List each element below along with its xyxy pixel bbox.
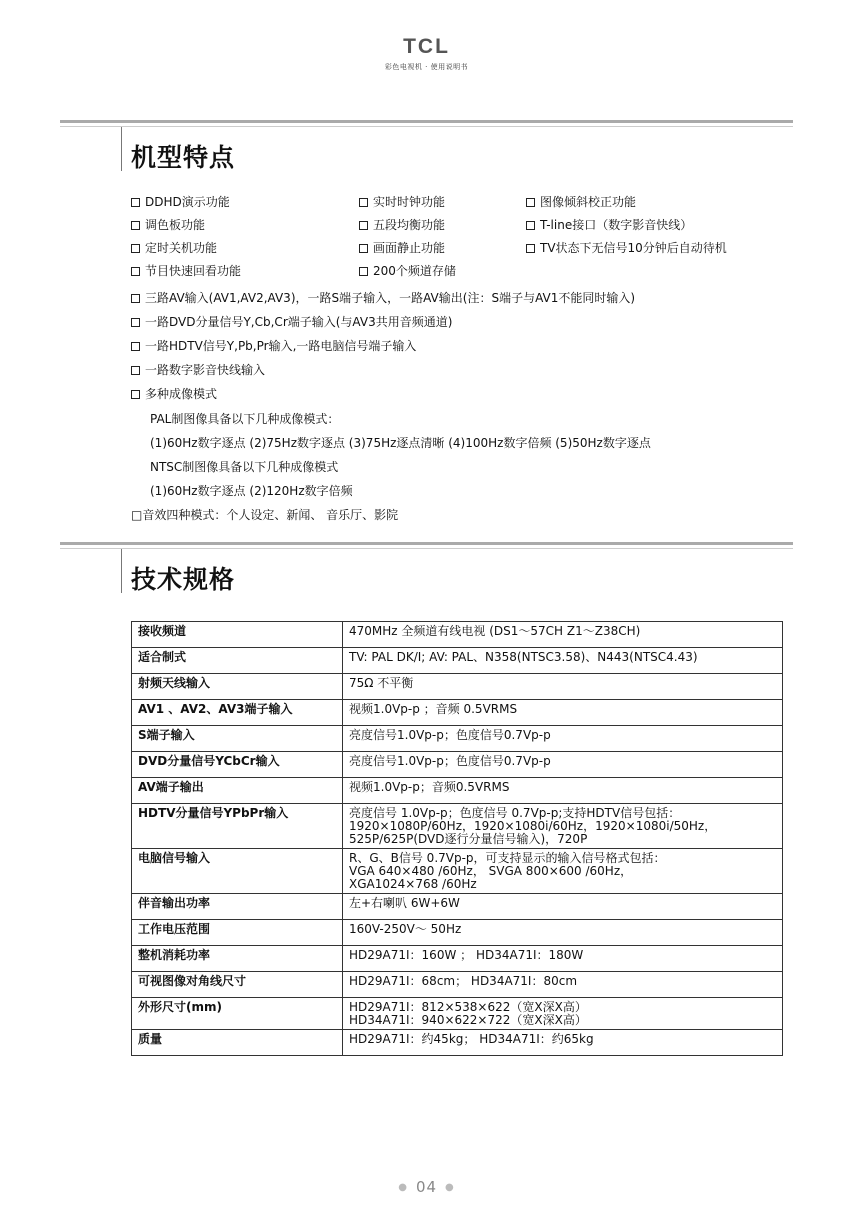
spec-value-line: TV: PAL DK/I; AV: PAL、N358(NTSC3.58)、N443(NTSC4.43) (349, 650, 698, 664)
spec-label: 工作电压范围 (132, 920, 343, 946)
table-row (132, 998, 783, 1030)
feature-item: 实时时钟功能 (359, 194, 445, 210)
spec-value (343, 752, 783, 778)
feature-item: T-line接口（数字影音快线） (526, 217, 692, 233)
spec-value (343, 972, 783, 998)
spec-value-line: 75Ω 不平衡 (349, 676, 414, 690)
spec-value (343, 920, 783, 946)
spec-value-line: 视频1.0Vp-p；音频0.5VRMS (349, 780, 510, 794)
spec-label: 整机消耗功率 (132, 946, 343, 972)
checkbox-icon (131, 294, 140, 303)
bullet-icon: ● (398, 1182, 408, 1193)
spec-value (343, 946, 783, 972)
features-title: 机型特点 (131, 143, 236, 172)
table-row (132, 804, 783, 849)
spec-value-line: 1920×1080P/60Hz，1920×1080i/60Hz，1920×1080i/50Hz， (349, 819, 717, 833)
spec-label: 电脑信号输入 (132, 849, 343, 894)
spec-label: AV1 、AV2、AV3端子输入 (132, 700, 343, 726)
spec-value (343, 849, 783, 894)
checkbox-icon (359, 198, 368, 207)
spec-value-line: 亮度信号1.0Vp-p；色度信号0.7Vp-p (349, 754, 551, 768)
table-row (132, 674, 783, 700)
spec-value (343, 778, 783, 804)
page-number: ● 04 ● (398, 1178, 455, 1196)
feature-item: 图像倾斜校正功能 (526, 194, 636, 210)
page-header (0, 36, 853, 72)
spec-label: 射频天线输入 (132, 674, 343, 700)
table-row (132, 920, 783, 946)
feature-item: DDHD演示功能 (131, 194, 230, 210)
spec-value-line: 视频1.0Vp-p ；音频 0.5VRMS (349, 702, 518, 716)
spec-value (343, 894, 783, 920)
spec-label: 外形尺寸(mm) (132, 998, 343, 1030)
table-row (132, 972, 783, 998)
spec-label: 可视图像对角线尺寸 (132, 972, 343, 998)
spec-value-line: HD29A71I：812×538×622（宽X深X高） (349, 1000, 587, 1014)
feature-item: 五段均衡功能 (359, 217, 445, 233)
pal-intro: PAL制图像具备以下几种成像模式： (150, 412, 340, 426)
checkbox-icon (526, 221, 535, 230)
spec-label: HDTV分量信号YPbPr输入 (132, 804, 343, 849)
table-row (132, 648, 783, 674)
ntsc-intro: NTSC制图像具备以下几种成像模式 (150, 460, 339, 474)
checkbox-icon (526, 244, 535, 253)
table-row (132, 778, 783, 804)
spec-value-line: VGA 640×480 /60Hz， SVGA 800×600 /60Hz， (349, 864, 633, 878)
spec-value-line: 470MHz 全频道有线电视 (DS1～57CH Z1～Z38CH) (349, 624, 641, 638)
checkbox-icon (131, 366, 140, 375)
table-row (132, 622, 783, 648)
manual-subtitle: 彩色电视机 · 使用说明书 (384, 63, 469, 71)
feature-line: 一路DVD分量信号Y,Cb,Cr端子输入(与AV3共用音频通道) (131, 314, 452, 330)
bullet-icon: ● (445, 1182, 455, 1193)
checkbox-icon (131, 221, 140, 230)
spec-value (343, 622, 783, 648)
spec-label: 适合制式 (132, 648, 343, 674)
spec-value-line: 亮度信号 1.0Vp-p；色度信号 0.7Vp-p;支持HDTV信号包括： (349, 806, 681, 820)
spec-value (343, 1030, 783, 1056)
feature-line: 一路数字影音快线输入 (131, 362, 265, 378)
divider (60, 120, 793, 123)
feature-line: 多种成像模式 (131, 386, 217, 402)
spec-value-line: 160V-250V～ 50Hz (349, 922, 462, 936)
feature-item: 画面静止功能 (359, 240, 445, 256)
spec-label: 接收频道 (132, 622, 343, 648)
feature-item: 定时关机功能 (131, 240, 217, 256)
table-row (132, 946, 783, 972)
divider (60, 126, 793, 127)
sound-modes: □音效四种模式：个人设定、新闻、 音乐厅、影院 (131, 508, 399, 522)
table-row (132, 1030, 783, 1056)
table-row (132, 700, 783, 726)
spec-value (343, 804, 783, 849)
brand-logo: TCL (403, 35, 450, 58)
feature-item: 调色板功能 (131, 217, 205, 233)
table-row (132, 894, 783, 920)
checkbox-icon (359, 221, 368, 230)
pal-modes: (1)60Hz数字逐点 (2)75Hz数字逐点 (3)75Hz逐点清晰 (4)100Hz数字倍频 (5)50Hz数字逐点 (150, 436, 651, 450)
checkbox-icon (131, 342, 140, 351)
spec-label: 质量 (132, 1030, 343, 1056)
feature-line: 三路AV输入(AV1,AV2,AV3)，一路S端子输入，一路AV输出(注：S端子与AV1不能同时输入) (131, 290, 635, 306)
divider (60, 542, 793, 545)
spec-value-line: HD29A71I：约45kg； HD34A71I：约65kg (349, 1032, 594, 1046)
spec-value (343, 998, 783, 1030)
checkbox-icon (359, 267, 368, 276)
specs-title: 技术规格 (131, 565, 236, 594)
table-row (132, 849, 783, 894)
checkbox-icon (526, 198, 535, 207)
spec-value (343, 726, 783, 752)
spec-value-line: HD34A71I：940×622×722（宽X深X高） (349, 1013, 587, 1027)
spec-label: 伴音输出功率 (132, 894, 343, 920)
checkbox-icon (131, 390, 140, 399)
table-row (132, 726, 783, 752)
spec-value (343, 648, 783, 674)
divider (121, 549, 122, 593)
spec-table (131, 621, 783, 1056)
spec-value-line: HD29A71I：68cm； HD34A71I：80cm (349, 974, 578, 988)
divider (60, 548, 793, 549)
spec-value (343, 700, 783, 726)
spec-value-line: R、G、B信号 0.7Vp-p，可支持显示的输入信号格式包括： (349, 851, 666, 865)
feature-line: 一路HDTV信号Y,Pb,Pr输入,一路电脑信号端子输入 (131, 338, 416, 354)
feature-item: 节目快速回看功能 (131, 263, 241, 279)
spec-value-line: XGA1024×768 /60Hz (349, 877, 477, 891)
checkbox-icon (131, 318, 140, 327)
checkbox-icon (131, 267, 140, 276)
spec-label: AV端子输出 (132, 778, 343, 804)
checkbox-icon (131, 244, 140, 253)
ntsc-modes: (1)60Hz数字逐点 (2)120Hz数字倍频 (150, 484, 353, 498)
spec-label: S端子输入 (132, 726, 343, 752)
spec-label: DVD分量信号YCbCr输入 (132, 752, 343, 778)
table-row (132, 752, 783, 778)
divider (121, 127, 122, 171)
feature-item: TV状态下无信号10分钟后自动待机 (526, 240, 727, 256)
spec-value-line: HD29A71I：160W ； HD34A71I：180W (349, 948, 584, 962)
checkbox-icon (359, 244, 368, 253)
spec-value-line: 左+右喇叭 6W+6W (349, 896, 460, 910)
spec-value (343, 674, 783, 700)
checkbox-icon (131, 198, 140, 207)
spec-value-line: 525P/625P(DVD逐行分量信号输入)，720P (349, 832, 588, 846)
feature-item: 200个频道存储 (359, 263, 456, 279)
spec-value-line: 亮度信号1.0Vp-p；色度信号0.7Vp-p (349, 728, 551, 742)
